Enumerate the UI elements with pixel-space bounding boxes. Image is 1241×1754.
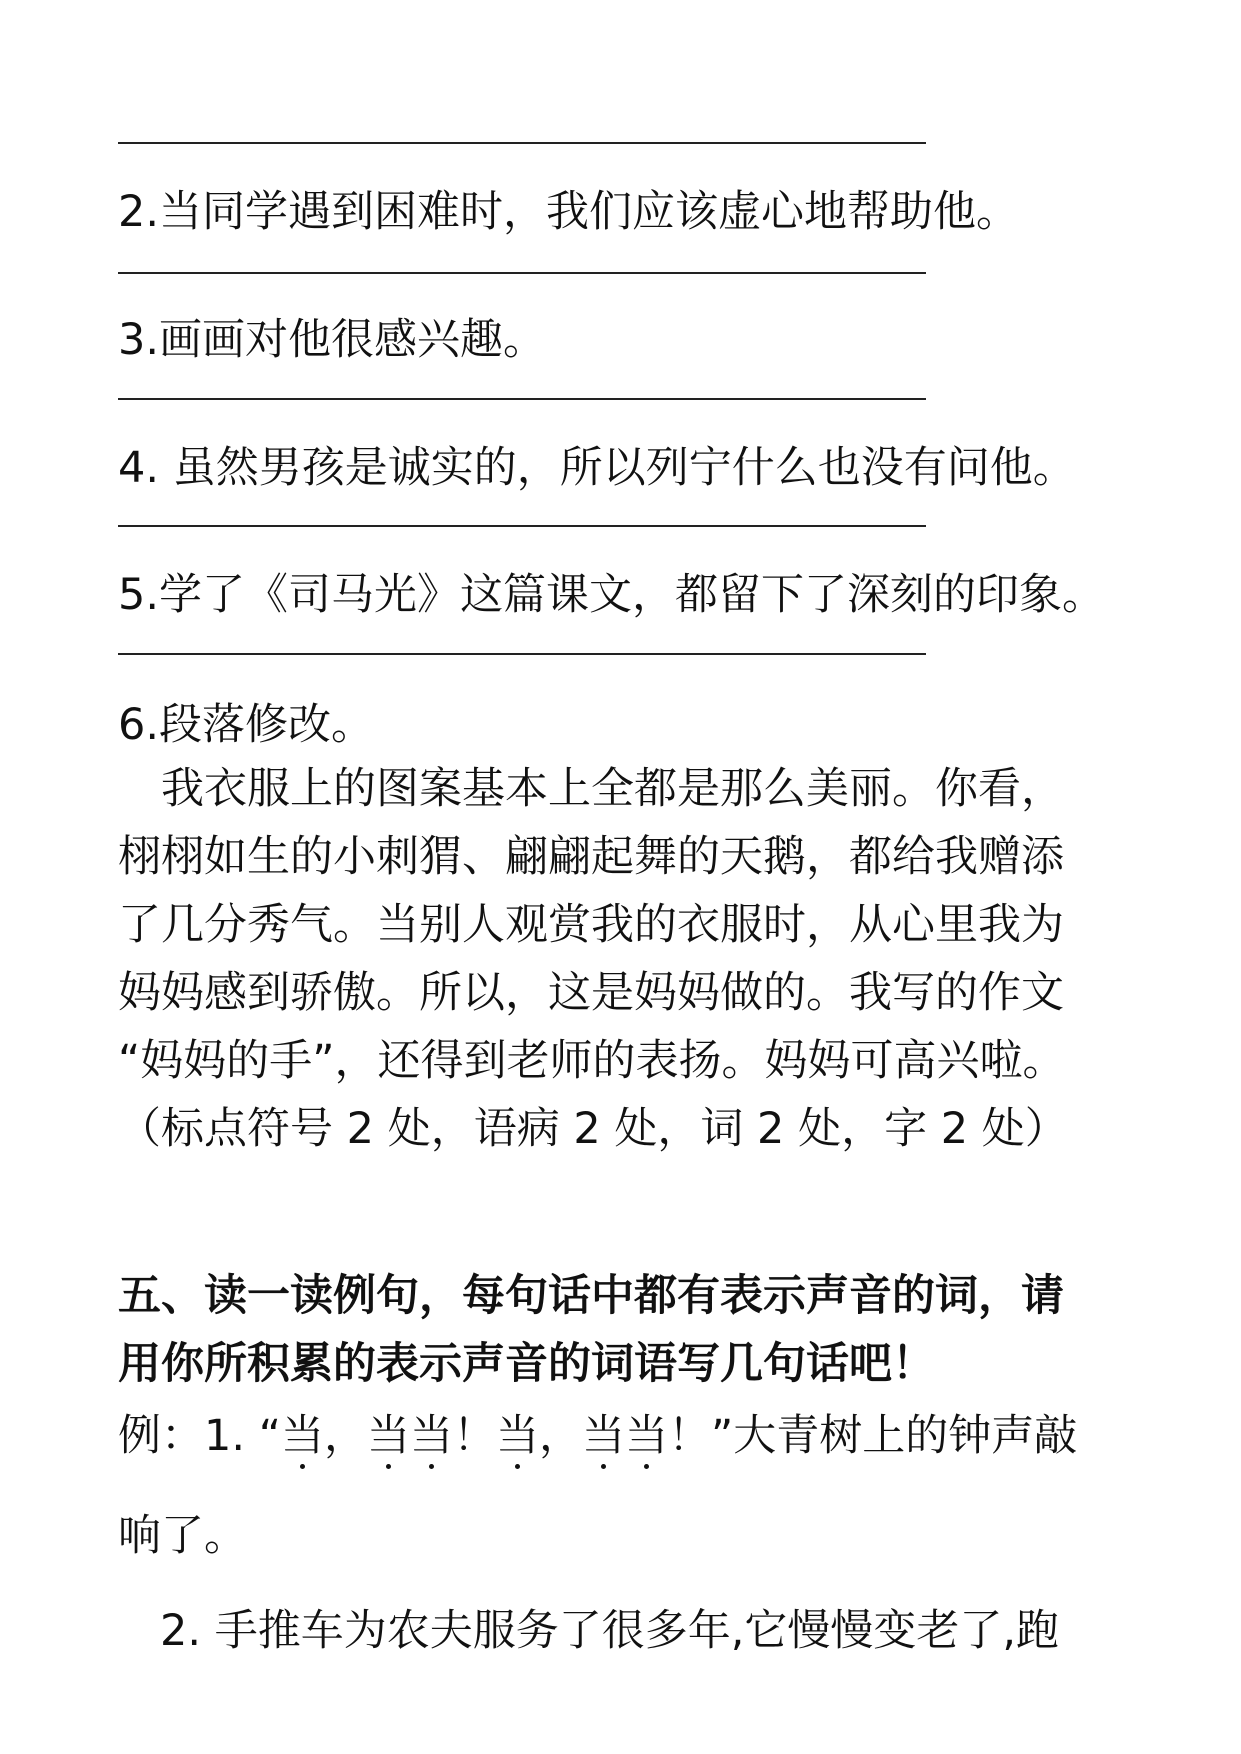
passage-line: “妈妈的手”，还得到老师的表扬。妈妈可高兴啦。 (118, 1036, 1066, 1086)
example-1-prefix: 例：1. “ (118, 1411, 281, 1461)
answer-line (118, 142, 926, 144)
heading-line: 用你所积累的表示声音的词语写几句话吧！ (118, 1339, 935, 1389)
sentence-2: 2.当同学遇到困难时，我们应该虚心地帮助他。 (118, 187, 1020, 237)
sentence-6: 6.段落修改。 (118, 700, 375, 750)
passage-line: 栩栩如生的小刺猬、翩翩起舞的天鹅，都给我赠添 (118, 832, 1064, 882)
sentence-5: 5.学了《司马光》这篇课文，都留下了深刻的印象。 (118, 570, 1106, 620)
example-2: 2. 手推车为农夫服务了很多年,它慢慢变老了,跑 (160, 1606, 1060, 1656)
sound-word: 当 (366, 1411, 410, 1461)
passage-line: 妈妈感到骄傲。所以，这是妈妈做的。我写的作文 (118, 968, 1064, 1018)
sound-word: ， (323, 1411, 367, 1461)
sound-word: ， (538, 1411, 582, 1461)
example-1 (118, 1408, 1077, 1464)
sound-word: 当 (280, 1411, 324, 1461)
passage-line: （标点符号 2 处，语病 2 处，词 2 处，字 2 处） (118, 1104, 1068, 1154)
sentence-3: 3.画画对他很感兴趣。 (118, 315, 547, 365)
section-heading (118, 1262, 1128, 1398)
sound-word: ！ (667, 1411, 711, 1461)
answer-line (118, 653, 926, 655)
passage-line: 了几分秀气。当别人观赏我的衣服时，从心里我为 (118, 900, 1064, 950)
example-1-cont: 响了。 (118, 1511, 247, 1561)
answer-line (118, 398, 926, 400)
example-1-suffix: ”大青树上的钟声敲 (710, 1411, 1078, 1461)
passage-line: 我衣服上的图案基本上全都是那么美丽。你看， (118, 764, 1064, 814)
sound-word: 当 (624, 1411, 668, 1461)
answer-line (118, 272, 926, 274)
sound-word: 当 (495, 1411, 539, 1461)
heading-line: 五、读一读例句，每句话中都有表示声音的词，请 (118, 1271, 1064, 1321)
passage (118, 755, 1128, 1163)
answer-line (118, 525, 926, 527)
sentence-4: 4. 虽然男孩是诚实的，所以列宁什么也没有问他。 (118, 443, 1076, 493)
sound-word: 当 (409, 1411, 453, 1461)
sound-word: ！ (452, 1411, 496, 1461)
sound-word: 当 (581, 1411, 625, 1461)
